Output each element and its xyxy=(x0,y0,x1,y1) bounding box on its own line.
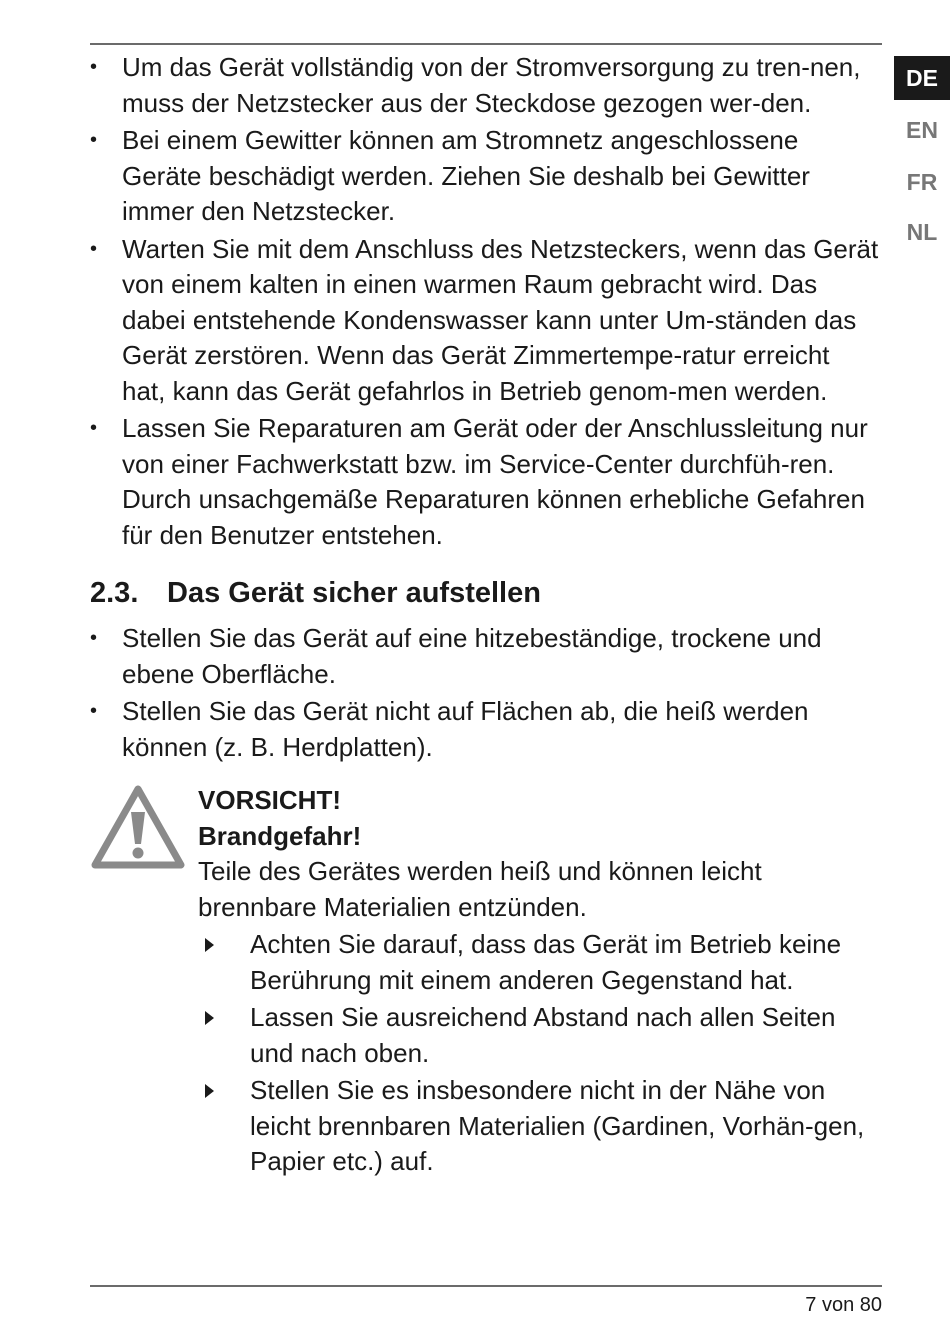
lang-tab-fr[interactable]: FR xyxy=(906,169,938,195)
lang-tab-nl[interactable]: NL xyxy=(906,219,938,245)
warning-triangle-icon xyxy=(90,784,186,870)
section-heading xyxy=(90,573,880,613)
warning-steps xyxy=(198,927,880,1180)
warning-text: Teile des Gerätes werden heiß und können leicht brennbare Materialien entzünden. xyxy=(198,856,762,922)
safety-bullet-list xyxy=(90,50,880,553)
warning-step: Stellen Sie es insbesondere nicht in der Nähe von leicht brennbaren Materialien (Gardinen, Vorhän-gen, Papier etc.) auf. xyxy=(198,1073,880,1180)
warning-step: Achten Sie darauf, dass das Gerät im Betrieb keine Berührung mit einem anderen Gegenstand hat. xyxy=(198,927,880,998)
page-number: 7 von 80 xyxy=(805,1294,882,1316)
top-rule xyxy=(90,43,882,45)
bullet-item: • Stellen Sie das Gerät auf eine hitzebeständige, trockene und ebene Oberfläche. xyxy=(90,621,880,692)
lang-tab-en[interactable]: EN xyxy=(906,117,938,143)
bottom-rule xyxy=(90,1285,882,1287)
setup-bullet-list xyxy=(90,621,880,765)
warning-subtitle: Brandgefahr! xyxy=(198,821,362,851)
warning-title: VORSICHT! xyxy=(198,785,341,815)
bullet-item: • Warten Sie mit dem Anschluss des Netzsteckers, wenn das Gerät von einem kalten in einen warmen Raum gebracht wird. Das dabei entstehende Kondenswasser kann unter Um-ständen das Gerät zerstören. Wenn das Gerät Zimmertempe-ratur erreicht hat, kann das Gerät gefahrlos in Betrieb genom-men werden. xyxy=(90,232,880,410)
bullet-item: • Stellen Sie das Gerät nicht auf Flächen ab, die heiß werden können (z. B. Herdplatten). xyxy=(90,694,880,765)
bullet-item: • Um das Gerät vollständig von der Stromversorgung zu tren-nen, muss der Netzstecker aus der Steckdose gezogen wer-den. xyxy=(90,50,880,121)
warning-step: Lassen Sie ausreichend Abstand nach allen Seiten und nach oben. xyxy=(198,1000,880,1071)
page-content xyxy=(90,50,880,1182)
bullet-item: • Lassen Sie Reparaturen am Gerät oder der Anschlussleitung nur von einer Fachwerkstatt bzw. im Service-Center durchfüh-ren. Durch unsachgemäße Reparaturen können erhebliche Gefahren für den Benutzer entstehen. xyxy=(90,411,880,553)
lang-tab-de[interactable]: DE xyxy=(894,56,950,100)
section-number: 2.3. xyxy=(90,577,139,609)
warning-block xyxy=(90,782,880,1180)
section-title: Das Gerät sicher aufstellen xyxy=(167,577,541,609)
bullet-item: • Bei einem Gewitter können am Stromnetz angeschlossene Geräte beschädigt werden. Ziehen Sie deshalb bei Gewitter immer den Netzstecker. xyxy=(90,123,880,230)
